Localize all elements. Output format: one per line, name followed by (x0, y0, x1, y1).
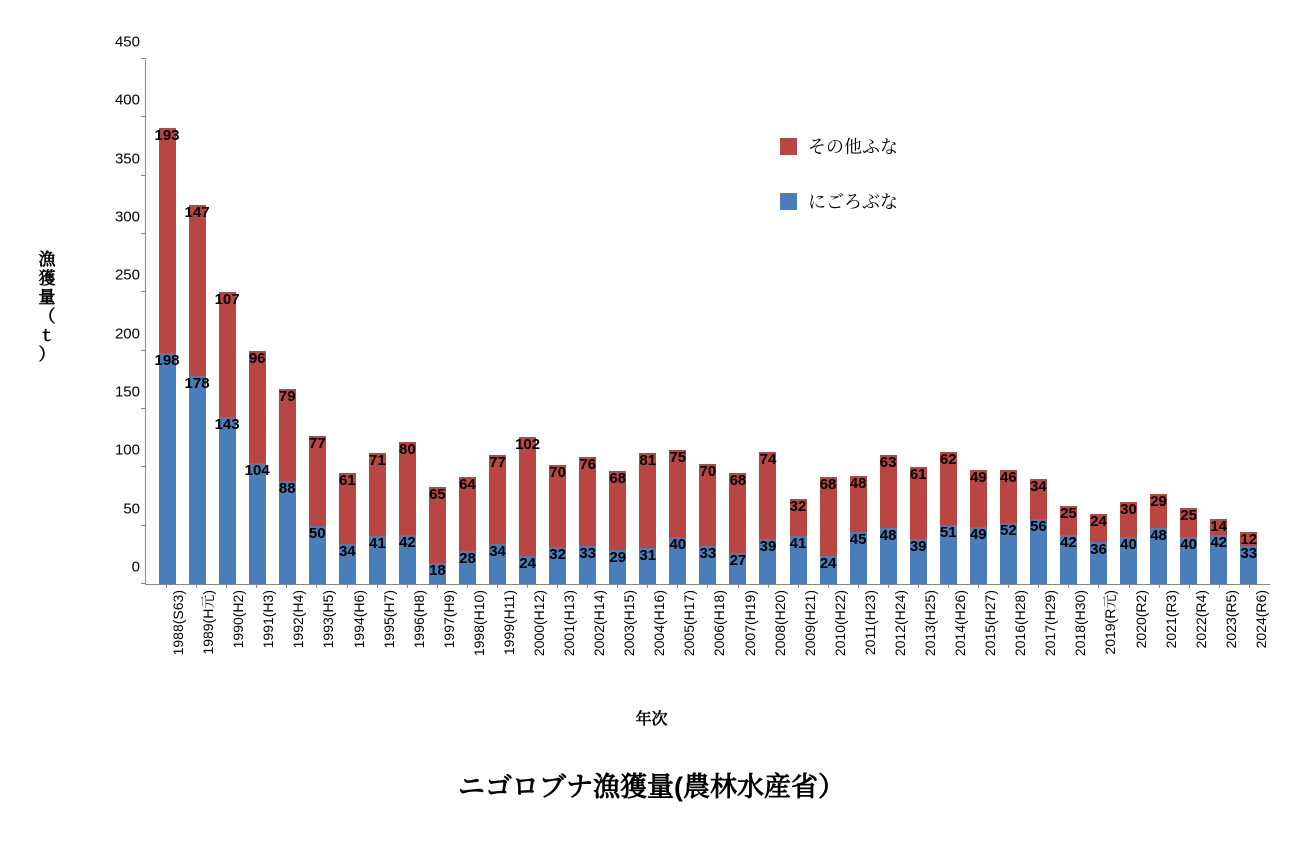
bar-stack (219, 292, 236, 584)
bar-column[interactable] (392, 60, 422, 584)
x-axis-tick-label: 2002(H14) (591, 590, 608, 657)
bar-value-label-other: 71 (369, 452, 386, 470)
bar-segment-other (159, 128, 176, 353)
x-axis-tick-mark (166, 583, 167, 588)
bar-value-label-other: 147 (184, 203, 210, 221)
x-axis-label-cell (903, 588, 938, 698)
x-axis-tick-label: 2021(R3) (1162, 590, 1179, 649)
bar-value-label-other: 25 (1180, 507, 1197, 525)
x-axis-label-cell (181, 588, 217, 698)
bar-column[interactable] (633, 60, 663, 584)
bar-column[interactable] (1114, 60, 1144, 584)
x-axis-label-cell (482, 588, 517, 698)
x-axis-tick-mark (497, 583, 498, 588)
bar-value-label-nigoro: 27 (729, 551, 747, 569)
x-axis-tick-label: 2016(H28) (1012, 590, 1029, 657)
x-axis-tick-label: 2005(H17) (681, 590, 698, 657)
x-axis-tick-label: 2017(H29) (1042, 590, 1059, 657)
bar-column[interactable] (1234, 60, 1264, 584)
bar-value-label-nigoro: 42 (399, 534, 416, 551)
bar-stack (309, 436, 326, 584)
bar-value-label-other: 74 (759, 451, 777, 469)
bar-value-label-other: 46 (999, 468, 1017, 486)
bar-value-label-other: 32 (789, 497, 807, 515)
bar-value-label-other: 62 (939, 451, 957, 469)
x-axis-tick-label: 2013(H25) (921, 590, 938, 657)
bar-column[interactable] (152, 60, 182, 584)
bar-value-label-other: 48 (849, 474, 867, 492)
bar-value-label-nigoro: 143 (214, 416, 240, 434)
bar-stack (189, 205, 206, 584)
bar-value-label-nigoro: 198 (154, 352, 180, 369)
x-axis-tick-label: 2009(H21) (801, 590, 818, 657)
bar-segment-other (519, 437, 536, 556)
x-axis-tick-mark (1189, 583, 1190, 588)
bar-stack (489, 455, 506, 584)
bar-value-label-nigoro: 42 (1210, 534, 1227, 551)
bar-stack (880, 455, 897, 585)
x-axis-tick-label: 1991(H3) (260, 590, 277, 649)
x-axis-tick-label: 1996(H8) (410, 590, 427, 649)
legend-label-other: その他ふな (808, 137, 898, 157)
y-axis-title-line-5: ｔ (38, 326, 56, 345)
y-axis-tick-label: 450 (114, 33, 140, 51)
x-axis-tick-mark (1038, 583, 1039, 588)
x-axis-tick-label: 1995(H7) (380, 590, 397, 649)
x-axis-label-cell (572, 588, 608, 698)
bar-value-label-nigoro: 52 (999, 522, 1017, 540)
bar-value-label-other: 81 (639, 452, 657, 470)
bar-column[interactable] (302, 60, 332, 584)
bar-value-label-nigoro: 88 (278, 480, 296, 498)
bar-segment-other (189, 205, 206, 377)
bar-value-label-other: 102 (515, 436, 541, 453)
bar-value-label-other: 70 (549, 464, 566, 481)
x-axis-label-cell (512, 588, 547, 698)
bar-column[interactable] (362, 60, 392, 584)
x-axis-label-cell (1114, 588, 1149, 698)
x-axis-tick-mark (828, 583, 829, 588)
bar-segment-other (249, 351, 266, 463)
bar-value-label-nigoro: 50 (308, 524, 326, 542)
bar-value-label-nigoro: 36 (1090, 541, 1107, 558)
x-axis-tick-mark (196, 583, 197, 588)
bar-value-label-other: 75 (669, 448, 687, 466)
bar-value-label-nigoro: 40 (669, 536, 687, 554)
bar-column[interactable] (543, 60, 573, 584)
x-axis-tick-label: 1992(H4) (290, 590, 307, 649)
bar-value-label-other: 77 (308, 434, 326, 452)
y-axis-title-line-3: 量 (38, 288, 56, 307)
bar-value-label-nigoro: 32 (549, 545, 566, 563)
bar-value-label-other: 61 (909, 466, 927, 484)
bar-column[interactable] (1204, 60, 1234, 584)
bar-value-label-other: 65 (429, 486, 446, 504)
chart-title: ニゴロブナ漁獲量(農林水産省） (458, 772, 845, 802)
bar-value-label-nigoro: 24 (519, 555, 536, 572)
bar-column[interactable] (933, 60, 963, 584)
bar-value-label-other: 80 (399, 440, 416, 458)
x-axis-tick-mark (617, 583, 618, 588)
x-axis-tick-mark (557, 583, 558, 588)
bar-value-label-nigoro: 40 (1180, 536, 1197, 554)
bar-stack (579, 457, 596, 584)
x-axis-label-cell (271, 588, 307, 698)
bar-column[interactable] (1023, 60, 1053, 584)
bar-value-label-other: 30 (1120, 501, 1137, 519)
bar-column[interactable] (452, 60, 482, 584)
bar-value-label-other: 107 (214, 291, 240, 309)
y-axis-tick-label: 100 (114, 441, 140, 459)
bar-value-label-other: 68 (729, 472, 747, 490)
bar-value-label-other: 64 (459, 475, 476, 493)
x-axis-label-cell (753, 588, 788, 698)
bar-value-label-nigoro: 39 (909, 537, 927, 555)
x-axis-label-cell (1174, 588, 1209, 698)
x-axis-tick-label: 2001(H13) (561, 590, 578, 657)
bar-value-label-nigoro: 51 (939, 523, 957, 541)
bar-segment-nigoro (219, 417, 236, 584)
bar-column[interactable] (573, 60, 603, 584)
y-axis-title-line-6: ） (38, 345, 56, 364)
x-axis-tick-label: 1997(H9) (440, 590, 457, 649)
bar-series-group (146, 60, 1270, 584)
x-axis-tick-mark (437, 583, 438, 588)
bar-value-label-nigoro: 56 (1030, 517, 1047, 535)
y-axis-title-line-1: 漁 (38, 250, 56, 269)
x-axis-tick-label: 2023(R5) (1222, 590, 1239, 649)
x-axis-tick-mark (286, 583, 287, 588)
bar-value-label-other: 68 (819, 475, 837, 493)
x-axis-tick-label: 1999(H11) (500, 590, 517, 656)
y-axis-tick-label: 50 (123, 500, 140, 518)
x-axis-tick-label: 2010(H22) (831, 590, 848, 657)
bar-value-label-other: 24 (1090, 513, 1107, 530)
x-axis-tick-mark (1068, 583, 1069, 588)
x-axis-label-cell (873, 588, 908, 698)
bar-segment-nigoro (189, 376, 206, 584)
bar-column[interactable] (963, 60, 993, 584)
x-axis-tick-label: 2008(H20) (771, 590, 788, 657)
bar-value-label-nigoro: 48 (1150, 527, 1167, 544)
x-axis-tick-mark (918, 583, 919, 588)
x-axis-tick-mark (587, 583, 588, 588)
legend (780, 133, 898, 243)
x-axis-tick-label: 2022(R4) (1192, 590, 1209, 649)
bar-column[interactable] (483, 60, 513, 584)
x-axis-tick-mark (978, 583, 979, 588)
x-axis-label-cell (993, 588, 1029, 698)
y-axis-tick-label: 250 (114, 266, 140, 284)
bar-value-label-nigoro: 40 (1120, 536, 1137, 554)
x-axis-tick-label: 2024(R6) (1252, 590, 1269, 649)
x-axis-tick-label: 1998(H10) (470, 590, 487, 657)
x-axis-tick-label: 2000(H12) (530, 590, 547, 657)
x-axis-label-cell (241, 588, 277, 698)
bar-stack (940, 452, 957, 584)
bar-value-label-nigoro: 48 (879, 527, 897, 544)
x-axis-tick-label: 2014(H26) (952, 590, 969, 657)
x-axis-tick-mark (1098, 583, 1099, 588)
y-axis-tick-label: 150 (114, 383, 140, 401)
bar-column[interactable] (1083, 60, 1113, 584)
y-axis-title-line-2: 獲 (38, 269, 56, 288)
x-axis-label-cell (632, 588, 668, 698)
x-axis-label-cell (783, 588, 818, 698)
x-axis-tick-mark (948, 583, 949, 588)
x-axis-tick-label: 2007(H19) (741, 590, 758, 657)
x-axis-tick-mark (256, 583, 257, 588)
legend-label-nigoro: にごろぶな (808, 192, 898, 212)
x-axis-tick-label: 2011(H23) (861, 590, 878, 656)
x-axis-label-cell (151, 588, 187, 698)
x-axis-label-cell (211, 588, 247, 698)
bar-segment-nigoro (159, 353, 176, 584)
x-axis-tick-label: 1988(S63) (170, 590, 187, 656)
bar-stack (669, 450, 686, 584)
x-axis-tick-mark (527, 583, 528, 588)
bar-column[interactable] (422, 60, 452, 584)
bar-value-label-nigoro: 33 (579, 544, 597, 562)
bar-column[interactable] (272, 60, 302, 584)
bar-value-label-nigoro: 18 (429, 562, 446, 579)
bar-stack (459, 477, 476, 584)
x-axis-tick-mark (1159, 583, 1160, 588)
x-axis-label-cell (1234, 588, 1269, 698)
x-axis-label-cell (692, 588, 728, 698)
bar-stack (910, 467, 927, 584)
bar-value-label-other: 25 (1060, 504, 1077, 522)
bar-stack (339, 473, 356, 584)
y-axis-tick-mark (141, 58, 146, 59)
bar-column[interactable] (753, 60, 783, 584)
x-axis-label-cell (422, 588, 457, 698)
bar-column[interactable] (1144, 60, 1174, 584)
bar-value-label-other: 29 (1150, 493, 1167, 511)
x-axis-label-cell (301, 588, 337, 698)
bar-stack (699, 464, 716, 584)
bar-value-label-other: 68 (609, 469, 627, 487)
bar-value-label-nigoro: 33 (699, 544, 717, 562)
bar-value-label-nigoro: 28 (459, 550, 476, 568)
y-axis-tick-label: 350 (114, 150, 140, 168)
bar-value-label-nigoro: 41 (369, 535, 386, 553)
x-axis-label-cell (963, 588, 999, 698)
x-axis-tick-label: 1990(H2) (230, 590, 247, 649)
bar-segment-nigoro (249, 463, 266, 584)
legend-swatch-nigoro-icon (780, 193, 797, 210)
x-axis-tick-mark (226, 583, 227, 588)
x-axis-label-cell (1023, 588, 1059, 698)
x-axis-tick-mark (347, 583, 348, 588)
bar-value-label-other: 63 (879, 453, 897, 471)
y-axis-title-line-4: （ (38, 307, 56, 326)
x-axis-tick-label: 2004(H16) (651, 590, 668, 657)
bar-stack (639, 453, 656, 584)
x-axis-tick-mark (677, 583, 678, 588)
x-axis-label-cell (362, 588, 397, 698)
x-axis-label-cell (1204, 588, 1239, 698)
bar-stack (609, 471, 626, 584)
bar-column[interactable] (693, 60, 723, 584)
x-axis-label-cell (933, 588, 969, 698)
x-axis-tick-label: 2019(R元) (1102, 590, 1119, 655)
bar-column[interactable] (663, 60, 693, 584)
bar-value-label-other: 12 (1240, 530, 1258, 548)
bar-value-label-nigoro: 41 (789, 535, 807, 553)
bar-value-label-nigoro: 45 (849, 530, 867, 548)
x-axis-label-cell (813, 588, 848, 698)
x-axis-tick-mark (888, 583, 889, 588)
bar-value-label-other: 76 (579, 455, 597, 473)
bar-value-label-other: 96 (248, 349, 266, 367)
bar-column[interactable] (603, 60, 633, 584)
x-axis-tick-label: 2006(H18) (711, 590, 728, 657)
plot-area (114, 33, 1270, 585)
x-axis-tick-mark (1129, 583, 1130, 588)
bar-column[interactable] (1174, 60, 1204, 584)
x-axis-tick-mark (1219, 583, 1220, 588)
x-axis-tick-mark (377, 583, 378, 588)
x-axis-label-cell (1083, 588, 1119, 698)
x-axis-tick-mark (707, 583, 708, 588)
x-axis-label-cell (392, 588, 427, 698)
bar-column[interactable] (993, 60, 1023, 584)
bar-column[interactable] (332, 60, 362, 584)
x-axis-tick-label: 1993(H5) (320, 590, 337, 649)
x-axis-tick-mark (798, 583, 799, 588)
x-axis-tick-label: 2003(H15) (621, 590, 638, 657)
x-axis-tick-mark (316, 583, 317, 588)
x-axis-tick-mark (647, 583, 648, 588)
y-axis-title (30, 250, 64, 364)
bar-stack (759, 452, 776, 584)
x-axis-tick-mark (738, 583, 739, 588)
x-axis-tick-mark (1249, 583, 1250, 588)
bar-value-label-other: 77 (489, 453, 506, 471)
x-axis-tick-label: 2018(H30) (1072, 590, 1089, 657)
bar-column[interactable] (903, 60, 933, 584)
legend-item-other (780, 133, 898, 159)
bar-column[interactable] (212, 60, 242, 584)
x-axis-label-cell (602, 588, 638, 698)
x-axis-label-cell (843, 588, 878, 698)
bar-value-label-other: 70 (699, 462, 717, 480)
bar-value-label-nigoro: 31 (639, 546, 657, 564)
x-axis-label-cell (662, 588, 698, 698)
y-axis-tick-label: 0 (131, 558, 140, 576)
x-axis-label-cell (542, 588, 578, 698)
x-axis-label-cell (1053, 588, 1089, 698)
bar-value-label-other: 34 (1030, 478, 1047, 495)
legend-item-nigoro (780, 188, 898, 214)
bar-value-label-other: 193 (154, 126, 180, 144)
x-axis-tick-mark (467, 583, 468, 588)
x-axis-labels (145, 588, 1270, 698)
bar-value-label-nigoro: 34 (489, 543, 506, 561)
x-axis-tick-mark (1008, 583, 1009, 588)
bar-segment-other (219, 292, 236, 417)
bar-stack (369, 453, 386, 584)
x-axis-tick-label: 2012(H24) (891, 590, 908, 657)
bar-value-label-other: 61 (338, 472, 356, 490)
bar-value-label-nigoro: 24 (819, 555, 837, 572)
x-axis-tick-mark (768, 583, 769, 588)
bar-value-label-nigoro: 33 (1240, 544, 1258, 562)
x-axis-tick-mark (407, 583, 408, 588)
bar-value-label-nigoro: 34 (338, 543, 356, 561)
x-axis-label-cell (1144, 588, 1179, 698)
legend-swatch-other-icon (780, 138, 797, 155)
x-axis-label-cell (331, 588, 367, 698)
bar-column[interactable] (723, 60, 753, 584)
y-axis-tick-label: 400 (114, 91, 140, 109)
bar-value-label-other: 49 (969, 468, 987, 486)
y-axis-tick-label: 200 (114, 325, 140, 343)
bar-value-label-nigoro: 49 (969, 525, 987, 543)
x-axis-tick-label: 1989(H元) (200, 590, 217, 655)
x-axis-label-cell (452, 588, 487, 698)
bar-column[interactable] (182, 60, 212, 584)
x-axis-tick-label: 2015(H27) (982, 590, 999, 657)
bar-value-label-nigoro: 42 (1060, 534, 1077, 551)
bar-value-label-nigoro: 178 (184, 375, 210, 393)
bar-column[interactable] (513, 60, 543, 584)
x-axis-label-cell (722, 588, 758, 698)
bar-column[interactable] (242, 60, 272, 584)
x-axis-tick-label: 2020(R2) (1132, 590, 1149, 649)
bar-value-label-nigoro: 104 (244, 461, 270, 479)
bar-value-label-nigoro: 29 (609, 549, 627, 567)
bar-value-label-other: 79 (278, 388, 296, 406)
bar-column[interactable] (1053, 60, 1083, 584)
x-axis-tick-mark (858, 583, 859, 588)
x-axis-title: 年次 (635, 711, 668, 728)
bar-value-label-nigoro: 39 (759, 537, 777, 555)
y-axis-tick-label: 300 (114, 208, 140, 226)
x-axis-tick-label: 1994(H6) (350, 590, 367, 649)
bar-value-label-other: 14 (1210, 517, 1227, 535)
bar-stack (549, 465, 566, 584)
bar-stack (399, 442, 416, 584)
